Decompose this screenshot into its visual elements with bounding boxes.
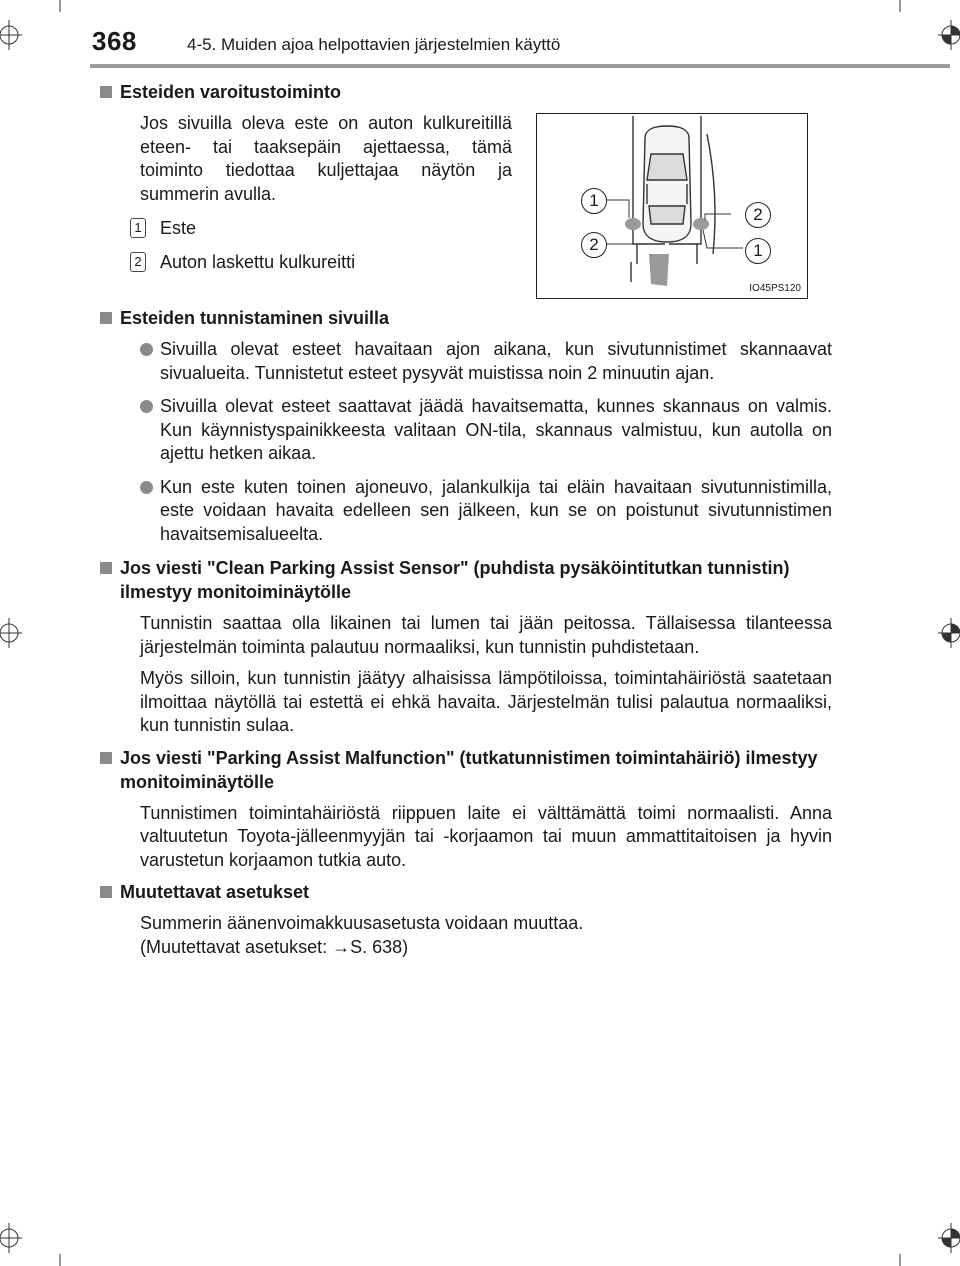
legend-number: 2 (130, 252, 146, 272)
section-heading (100, 556, 832, 604)
paragraph: Tunnistimen toimintahäiriöstä riippuen laite ei välttämättä toimi normaalisti. Anna valtuutetun Toyota-jälleenmyyjän tai -korjaamon tai muun ammattitaitoisen ja hyvin varustetun korjaamon tutkia auto. (140, 802, 832, 870)
section-heading (100, 880, 832, 904)
square-bullet-icon (100, 86, 112, 98)
figure-code: IO45PS120 (749, 283, 801, 294)
cross-reference: (Muutettavat asetukset: →S. 638) (140, 936, 409, 957)
heading-text: Esteiden tunnistaminen sivuilla (120, 308, 390, 328)
round-bullet-icon (140, 343, 153, 356)
square-bullet-icon (100, 562, 112, 574)
round-bullet-icon (140, 481, 153, 494)
heading-text: Jos viesti "Parking Assist Malfunction" (tutkatunnistimen toimintahäiriö) ilmestyy monitoiminäytölle (120, 747, 818, 792)
section-title: 4-5. Muiden ajoa helpottavien järjestelmien käyttö (187, 35, 561, 54)
square-bullet-icon (100, 886, 112, 898)
section-heading (100, 80, 832, 104)
page-number: 368 (92, 26, 137, 56)
bullet-item (140, 476, 832, 547)
paragraph: Tunnistin saattaa olla likainen tai lumen tai jään peitossa. Tällaisessa tilanteessa järjestelmän toiminta palautuu normaaliksi, kun tunnistin puhdistetaan. (140, 613, 832, 657)
header-rule (90, 64, 950, 68)
parking-sensor-figure (536, 113, 808, 299)
section-heading (100, 306, 832, 330)
paragraph: Myös silloin, kun tunnistin jäätyy alhaisissa lämpötiloissa, toimintahäiriöstä saatetaan ilmoittaa näytöllä tai estettä ei ehkä havaita. Järjestelmän tulisi palautua normaaliksi, kun tunnistin sulaa. (140, 668, 832, 735)
callout-number: 1 (745, 238, 771, 264)
callout-number: 1 (581, 188, 607, 214)
square-bullet-icon (100, 752, 112, 764)
legend-label: Auton laskettu kulkureitti (160, 252, 356, 272)
callout-number: 2 (581, 232, 607, 258)
section-heading (100, 746, 832, 794)
bullet-text: Sivuilla olevat esteet saattavat jäädä havaitsematta, kunnes skannaus on valmis. Kun käynnistyspainikkeesta valitaan ON-tila, skannaus valmistuu, kun autolla on ajettu hetken aikaa. (160, 396, 832, 463)
heading-text: Muutettavat asetukset (120, 882, 310, 902)
bullet-item (140, 338, 832, 385)
bullet-item (140, 395, 832, 466)
legend-label: Este (160, 218, 197, 238)
callout-number: 2 (745, 202, 771, 228)
bullet-text: Sivuilla olevat esteet havaitaan ajon aikana, kun sivutunnistimet skannaavat sivualueita. Tunnistetut esteet pysyvät muistissa noin 2 minuutin ajan. (160, 339, 832, 383)
round-bullet-icon (140, 400, 153, 413)
intro-paragraph: Jos sivuilla oleva este on auton kulkureitillä eteen- tai taaksepäin ajettaessa, tämä toiminto tiedottaa kuljettajaa näytön ja summerin avulla. (140, 113, 512, 204)
square-bullet-icon (100, 312, 112, 324)
legend-number: 1 (130, 218, 146, 238)
heading-text: Esteiden varoitustoiminto (120, 82, 342, 102)
bullet-text: Kun este kuten toinen ajoneuvo, jalankulkija tai eläin havaitaan sivutunnistimilla, este voidaan havaita edelleen sen jälkeen, kun se on poistunut sivutunnistimen havaitsemisalueelta. (160, 476, 832, 544)
paragraph-line: Summerin äänenvoimakkuusasetusta voidaan muuttaa. (140, 913, 584, 933)
heading-text: Jos viesti "Clean Parking Assist Sensor" (puhdista pysäköintitutkan tunnistin) ilmestyy monitoiminäytölle (120, 558, 790, 602)
